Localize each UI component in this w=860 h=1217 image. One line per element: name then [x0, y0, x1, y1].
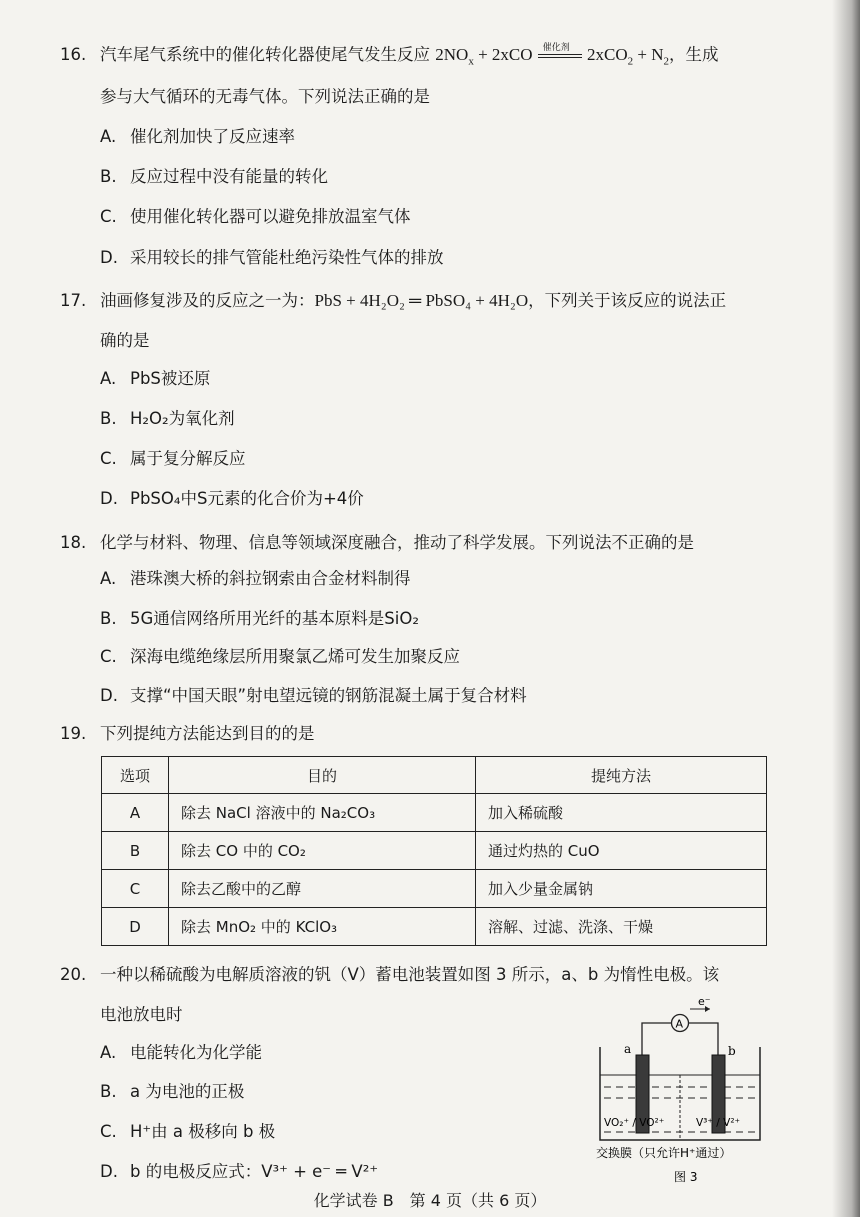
scan-edge-shadow [832, 0, 860, 1217]
catalyst-label: 催化剂 [542, 42, 570, 52]
q18-line1: 18. 化学与材料、物理、信息等领域深度融合，推动了科学发展。下列说法不正确的是 [60, 533, 694, 552]
right-solution-label: V³⁺ / V²⁺ [696, 1117, 741, 1129]
left-solution-label: VO₂⁺ / VO²⁺ [604, 1117, 665, 1129]
table-cell: 溶解、过滤、洗涤、干燥 [476, 908, 767, 946]
option: C. 属于复分解反应 [100, 449, 246, 468]
table-cell: 通过灼热的 CuO [476, 832, 767, 870]
wire-right [689, 1023, 718, 1055]
q16-line2: 参与大气循环的无毒气体。下列说法正确的是 [100, 87, 430, 106]
membrane-caption: 交换膜（只允许H⁺通过） [596, 1146, 732, 1160]
q16-line1: 16. 汽车尾气系统中的催化转化器使尾气发生反应 $2NO_x + 2xCO$ 催化剂 $2xCO_2 + N_2$，生成 [60, 44, 719, 72]
table-row [102, 794, 767, 832]
option: D. 采用较长的排气管能杜绝污染性气体的排放 [100, 248, 444, 267]
wire-left [642, 1023, 671, 1055]
q20-line1: 20. 一种以稀硫酸为电解质溶液的钒（V）蓄电池装置如图 3 所示，a、b 为惰性电极。该 [60, 965, 720, 984]
option: A. 催化剂加快了反应速率 [100, 127, 295, 146]
option: B. 反应过程中没有能量的转化 [100, 167, 328, 186]
option: C. 使用催化转化器可以避免排放温室气体 [100, 207, 411, 226]
table-cell: 除去 NaCl 溶液中的 Na₂CO₃ [169, 794, 476, 832]
table-cell: D [102, 908, 169, 946]
question-number: 19. [60, 724, 87, 743]
option: A. PbS被还原 [100, 369, 211, 388]
option: C. 深海电缆绝缘层所用聚氯乙烯可发生加聚反应 [100, 647, 460, 666]
option: A. 电能转化为化学能 [100, 1043, 262, 1062]
option: D. b 的电极反应式：V³⁺ + e⁻ ═ V²⁺ [100, 1162, 379, 1181]
question-number: 16. [60, 45, 87, 64]
ammeter-label: A [675, 1017, 684, 1031]
option: B. 5G通信网络所用光纤的基本原料是SiO₂ [100, 609, 419, 628]
table-cell: 加入稀硫酸 [476, 794, 767, 832]
purification-table [101, 756, 767, 946]
option: D. 支撑“中国天眼”射电望远镜的钢筋混凝土属于复合材料 [100, 686, 527, 705]
table-row [102, 908, 767, 946]
table-cell: 除去乙酸中的乙醇 [169, 870, 476, 908]
q17-line2: 确的是 [100, 331, 150, 350]
question-number: 20. [60, 965, 87, 984]
table-header: 提纯方法 [476, 757, 767, 794]
table-header: 目的 [169, 757, 476, 794]
q20-line2: 电池放电时 [100, 1005, 183, 1024]
question-number: 18. [60, 533, 87, 552]
reaction-equation: PbS + 4H₂O₂ ═ PbSO₄ + 4H₂O [314, 291, 529, 310]
option: A. 港珠澳大桥的斜拉钢索由合金材料制得 [100, 569, 411, 588]
vanadium-battery-diagram [592, 995, 782, 1195]
q19-line1: 19. 下列提纯方法能达到目的的是 [60, 724, 315, 743]
table-row [102, 832, 767, 870]
electrode-a-label: a [624, 1042, 632, 1056]
reaction-equation: $2NO_x + 2xCO$ 催化剂 $2xCO_2 + N_2$ [435, 45, 669, 64]
question-number: 17. [60, 291, 87, 310]
electrode-b-label: b [728, 1044, 736, 1058]
table-header: 选项 [102, 757, 169, 794]
electron-label: e⁻ [698, 995, 711, 1008]
table-row [102, 870, 767, 908]
table-cell: 除去 CO 中的 CO₂ [169, 832, 476, 870]
option: B. H₂O₂为氧化剂 [100, 409, 235, 428]
q17-line1: 17. 油画修复涉及的反应之一为：PbS + 4H₂O₂ ═ PbSO₄ + 4H₂O，下列关于该反应的说法正 [60, 291, 727, 310]
table-cell: B [102, 832, 169, 870]
option: D. PbSO₄中S元素的化合价为+4价 [100, 489, 364, 508]
table-cell: A [102, 794, 169, 832]
option: C. H⁺由 a 极移向 b 极 [100, 1122, 276, 1141]
table-cell: 除去 MnO₂ 中的 KClO₃ [169, 908, 476, 946]
page-footer: 化学试卷 B 第 4 页（共 6 页） [313, 1191, 547, 1210]
table-cell: C [102, 870, 169, 908]
table-cell: 加入少量金属钠 [476, 870, 767, 908]
table-header-row [102, 757, 767, 794]
figure-title: 图 3 [674, 1170, 698, 1184]
option: B. a 为电池的正极 [100, 1082, 245, 1101]
